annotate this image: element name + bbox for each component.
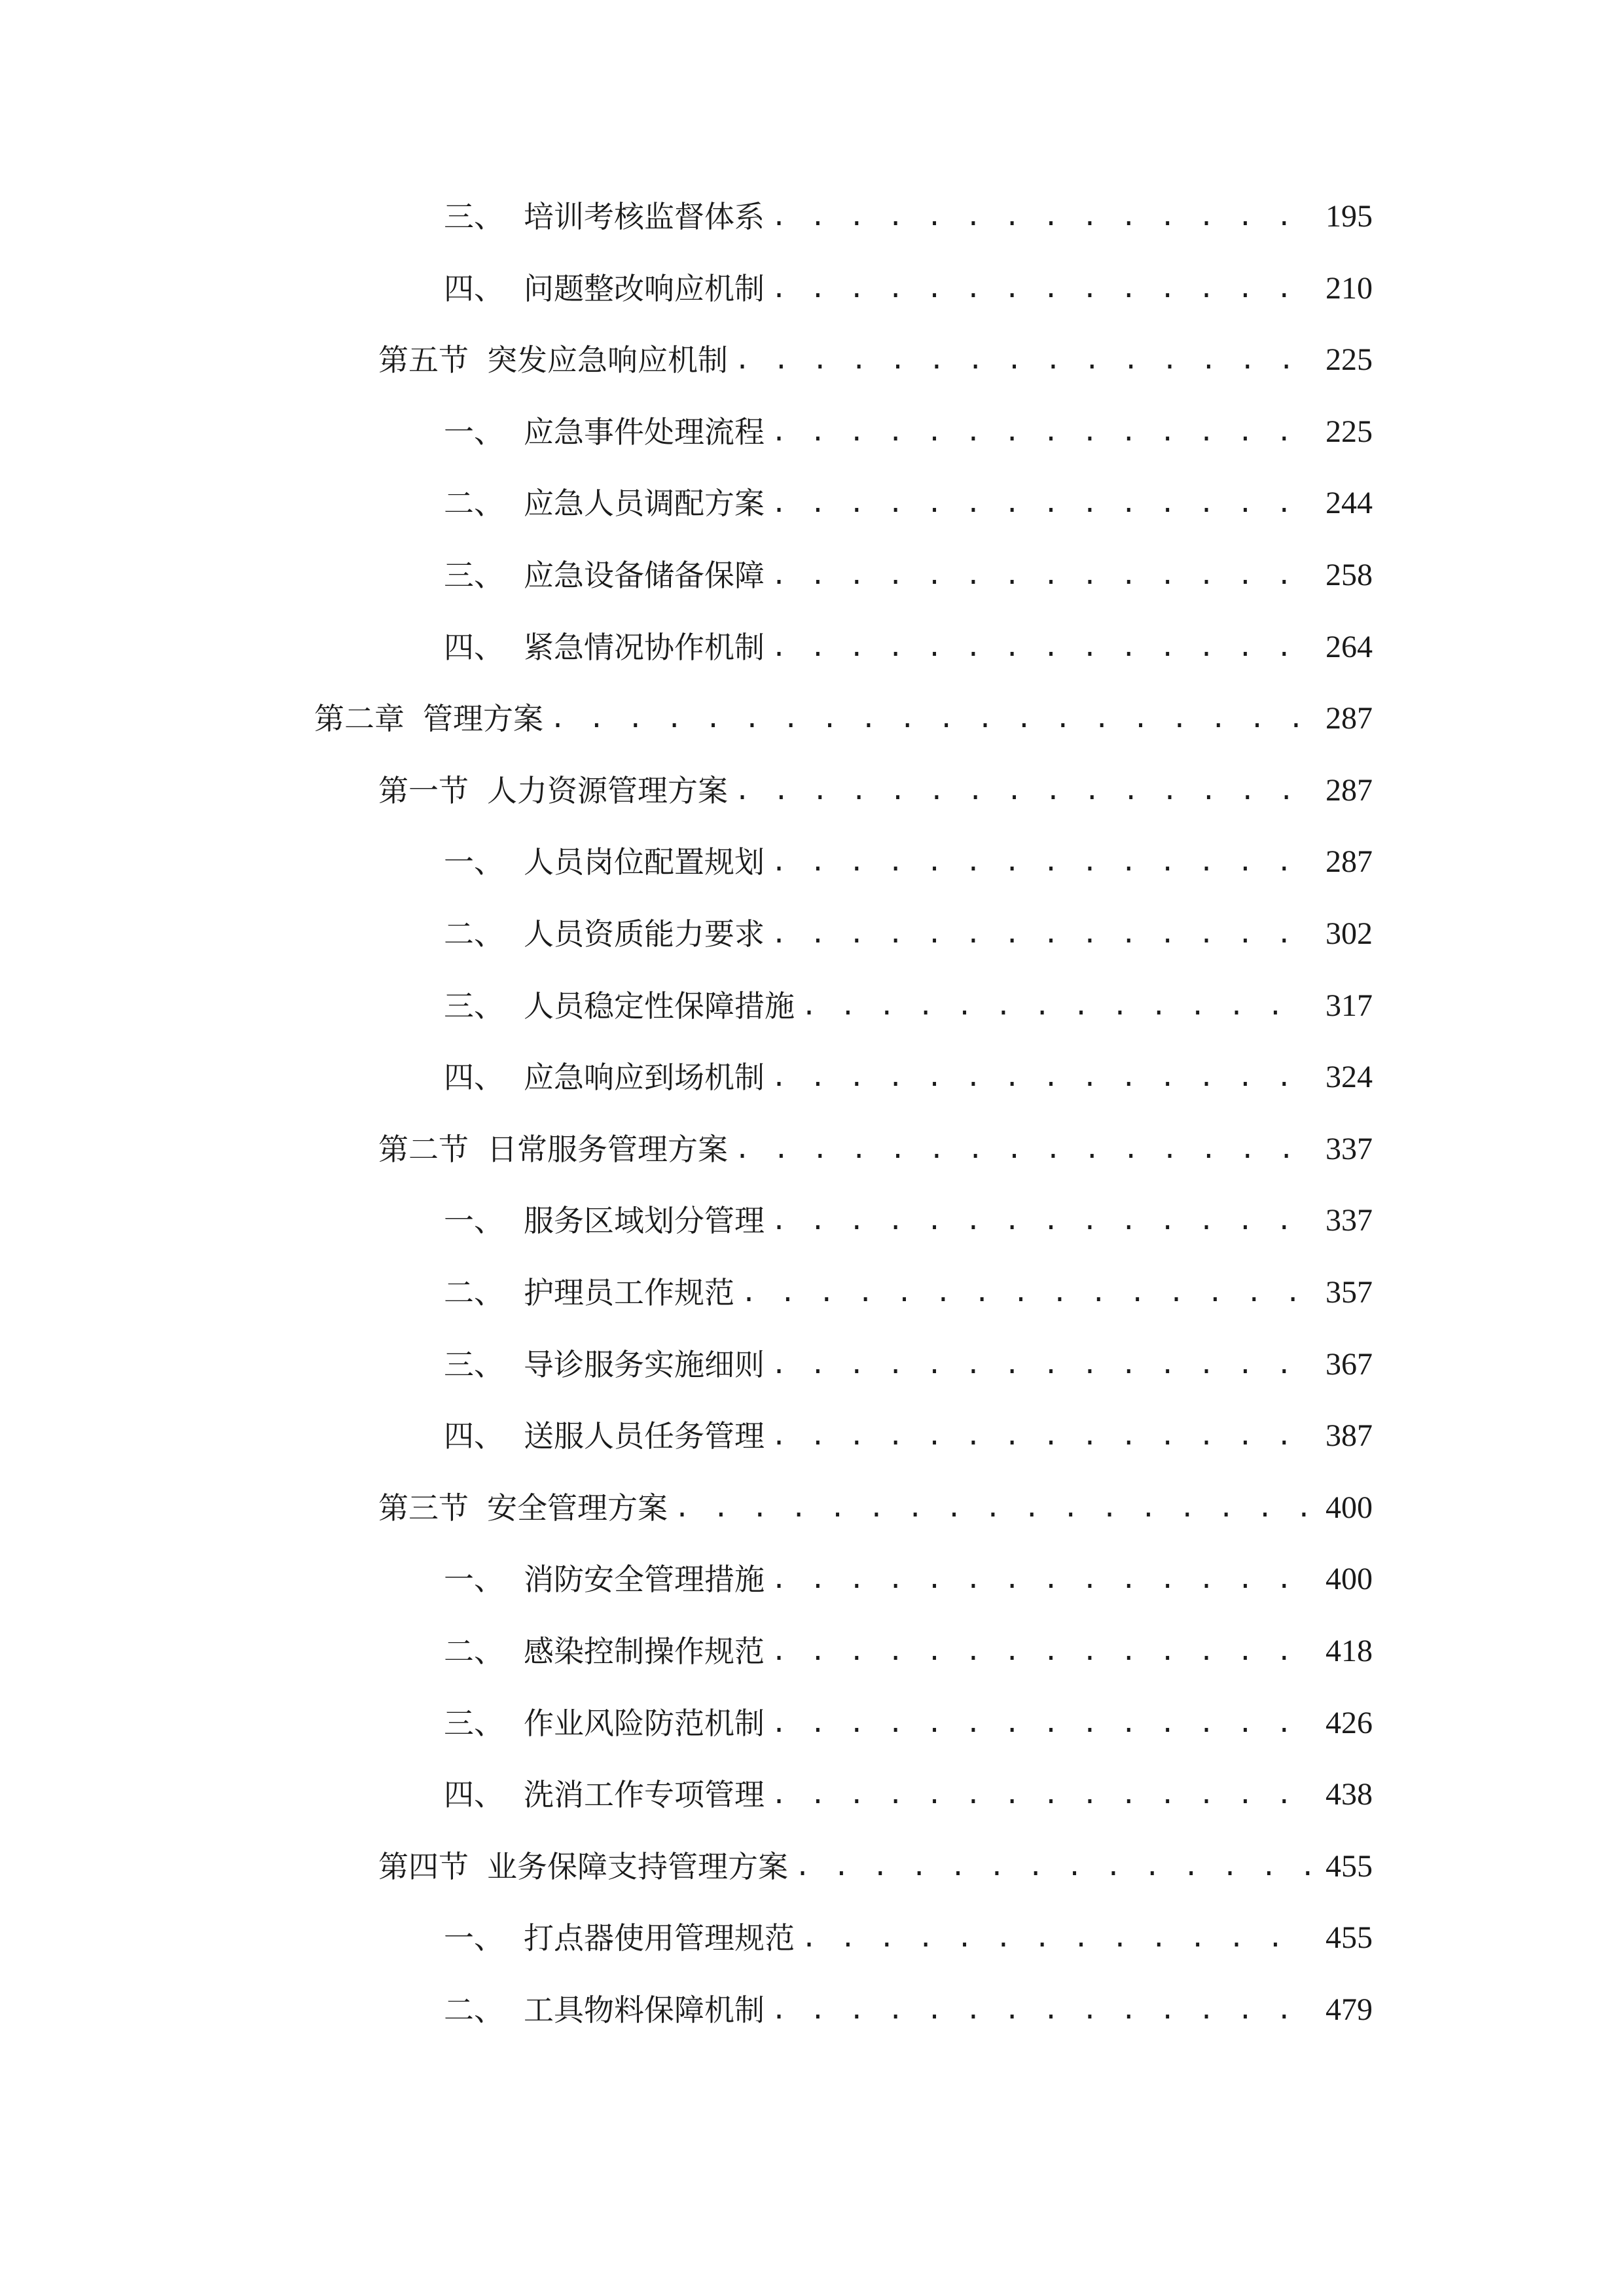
toc-entry-page-number: 387 (1326, 1418, 1373, 1454)
toc-entry[interactable] (444, 1556, 1373, 1602)
toc-entry-title: 问题整改响应机制 (524, 270, 765, 306)
toc-entry-title: 应急人员调配方案 (524, 486, 765, 522)
toc-entry-number: 四、 (444, 270, 504, 306)
toc-entry-page-number: 324 (1326, 1060, 1373, 1095)
toc-entry-page-number: 302 (1326, 916, 1373, 951)
dot-leader (771, 552, 1311, 598)
toc-entry-page-number: 210 (1326, 270, 1373, 306)
toc-entry-title: 打点器使用管理规范 (524, 1920, 795, 1956)
toc-entry-number: 二、 (444, 1275, 504, 1310)
toc-entry-title: 工具物料保障机制 (524, 1992, 765, 2028)
toc-entry-title: 突发应急响应机制 (487, 342, 728, 378)
dot-leader (771, 1556, 1311, 1602)
toc-entry-number: 一、 (444, 414, 504, 450)
toc-entry-title: 送服人员任务管理 (524, 1418, 765, 1454)
dot-leader (771, 1700, 1311, 1746)
toc-entry-title: 人员资质能力要求 (524, 916, 765, 952)
toc-entry[interactable] (444, 1413, 1373, 1459)
dot-leader (734, 1126, 1311, 1172)
toc-entry[interactable] (378, 1844, 1373, 1890)
dot-leader (741, 1270, 1311, 1316)
toc-entry-number: 四、 (444, 1777, 504, 1813)
dot-leader (674, 1485, 1311, 1531)
toc-entry[interactable] (444, 839, 1373, 885)
toc-entry-page-number: 367 (1326, 1346, 1373, 1382)
toc-entry[interactable] (444, 552, 1373, 598)
toc-entry[interactable] (444, 194, 1373, 240)
toc-entry[interactable] (444, 1054, 1373, 1100)
toc-entry-title: 安全管理方案 (487, 1490, 668, 1526)
toc-entry-page-number: 287 (1326, 772, 1373, 808)
toc-entry[interactable] (378, 768, 1373, 814)
toc-entry[interactable] (444, 1198, 1373, 1244)
toc-entry-page-number: 225 (1326, 342, 1373, 378)
toc-entry-number: 二、 (444, 486, 504, 522)
toc-entry[interactable] (444, 1772, 1373, 1818)
toc-entry-number: 三、 (444, 1705, 504, 1741)
toc-entry-page-number: 426 (1326, 1705, 1373, 1740)
toc-entry[interactable] (444, 1700, 1373, 1746)
dot-leader (734, 337, 1311, 383)
toc-entry-page-number: 244 (1326, 486, 1373, 521)
toc-entry-page-number: 400 (1326, 1562, 1373, 1597)
toc-entry[interactable] (444, 624, 1373, 670)
toc-entry[interactable] (444, 983, 1373, 1029)
toc-entry-number: 一、 (444, 1562, 504, 1598)
toc-entry-title: 护理员工作规范 (524, 1275, 734, 1310)
toc-entry-page-number: 337 (1326, 1131, 1373, 1166)
toc-entry-title: 洗消工作专项管理 (524, 1777, 765, 1813)
toc-entry[interactable] (444, 911, 1373, 957)
toc-entry-number: 二、 (444, 1992, 504, 2028)
toc-entry-number: 第一节 (378, 772, 469, 808)
dot-leader (771, 1198, 1311, 1244)
toc-entry-page-number: 264 (1326, 629, 1373, 664)
dot-leader (801, 1915, 1311, 1961)
toc-entry-number: 四、 (444, 629, 504, 665)
toc-entry-page-number: 438 (1326, 1777, 1373, 1812)
toc-entry-title: 紧急情况协作机制 (524, 629, 765, 665)
toc-entry-title: 感染控制操作规范 (524, 1634, 765, 1669)
toc-entry-number: 第二章 (314, 701, 405, 737)
toc-entry[interactable] (378, 337, 1373, 383)
toc-entry[interactable] (314, 696, 1373, 742)
toc-entry-page-number: 287 (1326, 701, 1373, 736)
dot-leader (801, 983, 1311, 1029)
toc-entry-page-number: 337 (1326, 1203, 1373, 1238)
dot-leader (771, 1413, 1311, 1459)
toc-entry-number: 第五节 (378, 342, 469, 378)
toc-entry[interactable] (444, 1987, 1373, 2033)
toc-entry-page-number: 225 (1326, 414, 1373, 449)
toc-entry-title: 人员岗位配置规划 (524, 844, 765, 880)
dot-leader (795, 1844, 1311, 1890)
toc-entry-number: 二、 (444, 1634, 504, 1669)
toc-entry[interactable] (444, 266, 1373, 312)
toc-entry-title: 作业风险防范机制 (524, 1705, 765, 1741)
dot-leader (550, 696, 1311, 742)
dot-leader (771, 1987, 1311, 2033)
dot-leader (771, 194, 1311, 240)
toc-entry-page-number: 195 (1326, 199, 1373, 234)
dot-leader (771, 1628, 1311, 1674)
toc-entry-title: 导诊服务实施细则 (524, 1346, 765, 1382)
toc-entry-title: 培训考核监督体系 (524, 199, 765, 234)
dot-leader (771, 911, 1311, 957)
dot-leader (771, 409, 1311, 455)
dot-leader (771, 266, 1311, 312)
toc-entry[interactable] (444, 480, 1373, 526)
toc-entry-number: 第三节 (378, 1490, 469, 1526)
toc-entry-page-number: 317 (1326, 988, 1373, 1023)
toc-entry-number: 三、 (444, 988, 504, 1024)
toc-entry-page-number: 418 (1326, 1634, 1373, 1668)
dot-leader (771, 1342, 1311, 1388)
toc-entry[interactable] (378, 1126, 1373, 1172)
dot-leader (771, 1054, 1311, 1100)
toc-entry-number: 第四节 (378, 1848, 469, 1884)
toc-entry-number: 一、 (444, 1203, 504, 1239)
toc-entry-title: 服务区域划分管理 (524, 1203, 765, 1239)
toc-entry-number: 三、 (444, 1346, 504, 1382)
toc-entry-number: 一、 (444, 1920, 504, 1956)
toc-entry-number: 三、 (444, 558, 504, 593)
toc-entry-title: 应急响应到场机制 (524, 1060, 765, 1096)
toc-entry[interactable] (444, 1915, 1373, 1961)
toc-entry[interactable] (444, 1270, 1373, 1316)
toc-entry-title: 管理方案 (423, 701, 543, 737)
dot-leader (771, 839, 1311, 885)
toc-entry[interactable] (444, 1628, 1373, 1674)
toc-entry[interactable] (444, 409, 1373, 455)
toc-entry-page-number: 287 (1326, 844, 1373, 880)
toc-entry-page-number: 258 (1326, 558, 1373, 592)
toc-entry-title: 人力资源管理方案 (487, 772, 728, 808)
toc-entry-title: 人员稳定性保障措施 (524, 988, 795, 1024)
toc-entry-title: 消防安全管理措施 (524, 1562, 765, 1598)
toc-entry-title: 日常服务管理方案 (487, 1131, 728, 1167)
toc-entry-page-number: 400 (1326, 1490, 1373, 1525)
toc-entry-title: 应急事件处理流程 (524, 414, 765, 450)
toc-entry[interactable] (378, 1485, 1373, 1531)
dot-leader (734, 768, 1311, 814)
toc-entry[interactable] (444, 1342, 1373, 1388)
toc-entry-page-number: 357 (1326, 1275, 1373, 1310)
toc-entry-page-number: 479 (1326, 1992, 1373, 2027)
toc-entry-page-number: 455 (1326, 1920, 1373, 1956)
toc-entry-number: 三、 (444, 199, 504, 234)
dot-leader (771, 624, 1311, 670)
toc-entry-number: 四、 (444, 1060, 504, 1096)
toc-entry-number: 四、 (444, 1418, 504, 1454)
toc-entry-number: 第二节 (378, 1131, 469, 1167)
toc-entry-number: 一、 (444, 844, 504, 880)
dot-leader (771, 1772, 1311, 1818)
toc-entry-title: 应急设备储备保障 (524, 558, 765, 593)
dot-leader (771, 480, 1311, 526)
toc-entry-title: 业务保障支持管理方案 (487, 1848, 788, 1884)
toc-entry-number: 二、 (444, 916, 504, 952)
toc-entry-page-number: 455 (1326, 1848, 1373, 1884)
